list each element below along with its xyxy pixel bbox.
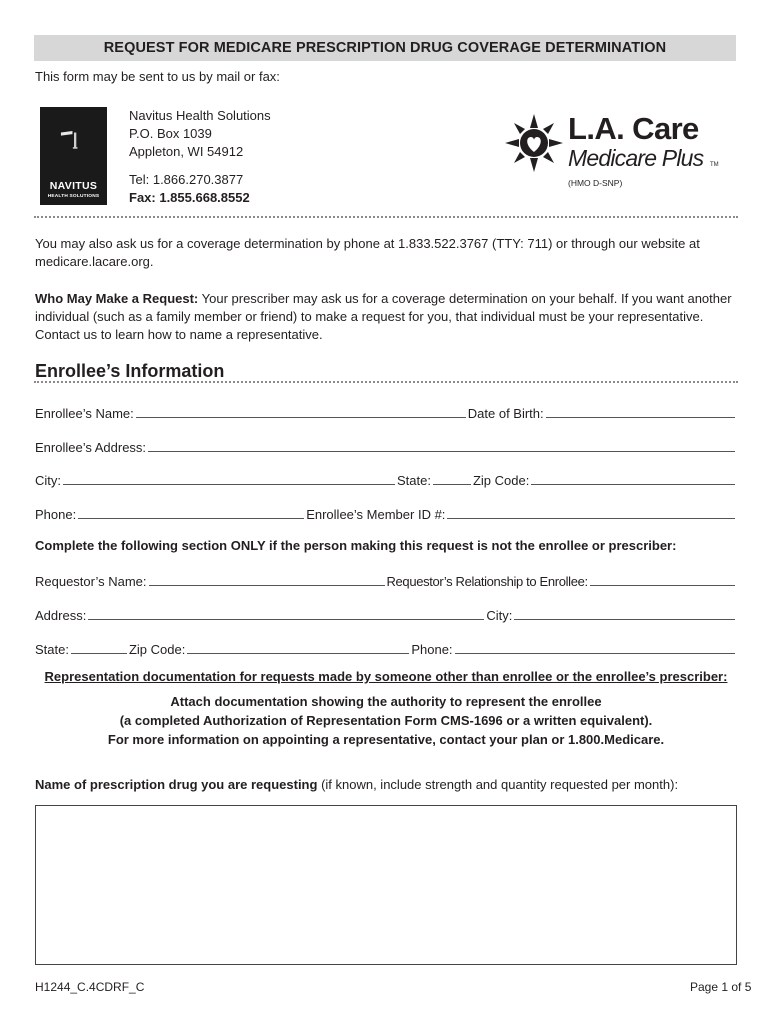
requestor-name-field[interactable] [149, 585, 385, 586]
enrollee-name-field[interactable] [136, 417, 466, 418]
navitus-logo [40, 107, 107, 205]
intro-text: This form may be sent to us by mail or fax: [35, 69, 280, 84]
fax-number: Fax: 1.855.668.8552 [129, 190, 250, 205]
address-line: P.O. Box 1039 [129, 126, 212, 141]
address-line: Appleton, WI 54912 [129, 144, 244, 159]
lacare-logo-name: L.A. Care [568, 111, 699, 146]
lacare-logo [505, 112, 725, 194]
enrollee-name-label: Enrollee’s Name: [35, 406, 134, 421]
requestor-state-zip-phone-row [35, 639, 737, 657]
requestor-state-label: State: [35, 642, 69, 657]
city-label: City: [35, 473, 61, 488]
requestor-state-field[interactable] [71, 653, 127, 654]
requestor-zip-code-label: Zip Code: [128, 642, 186, 657]
requestor-address-field[interactable] [88, 619, 484, 620]
phone-member-id-row [35, 504, 737, 522]
member-id-field[interactable] [447, 518, 735, 519]
requestor-relationship-field[interactable] [590, 585, 735, 586]
page-number: Page 1 of 5 [690, 980, 752, 994]
form-code: H1244_C.4CDRF_C [35, 980, 145, 994]
form-title: REQUEST FOR MEDICARE PRESCRIPTION DRUG COVERAGE DETERMINATION [34, 35, 736, 61]
requestor-name-row [35, 571, 737, 589]
attach-line: (a completed Authorization of Representation Form CMS-1696 or a written equivalent). [119, 713, 653, 728]
lacare-logo-subtitle: (HMO D-SNP) [568, 178, 623, 188]
drug-request-textbox[interactable] [35, 805, 737, 965]
divider [34, 216, 738, 218]
enrollee-name-row [35, 403, 737, 421]
requestor-phone-label: Phone: [411, 642, 453, 657]
trademark-mark: TM [710, 162, 719, 168]
who-may-request-paragraph [35, 290, 737, 344]
city-field[interactable] [63, 484, 395, 485]
member-id-label: Enrollee’s Member ID #: [306, 507, 446, 522]
enrollee-information-heading: Enrollee’s Information [35, 361, 225, 381]
drug-request-label: Name of prescription drug you are requesting [35, 777, 318, 792]
lacare-logo-plan: Medicare Plus [568, 145, 704, 171]
mailing-address [129, 107, 271, 207]
who-may-request-label: Who May Make a Request: [35, 291, 199, 306]
zip-code-field[interactable] [531, 484, 735, 485]
navitus-logo-subtitle: HEALTH SOLUTIONS [47, 194, 100, 199]
attach-documentation-text [35, 692, 737, 749]
phone-field[interactable] [78, 518, 304, 519]
navitus-logo-name: NAVITUS [49, 180, 98, 192]
phone-website-paragraph: You may also ask us for a coverage determination by phone at 1.833.522.3767 (TTY: 711) or through our website at medicare.lacare.org. [35, 236, 700, 269]
enrollee-address-field[interactable] [148, 451, 735, 452]
drug-request-label-line [35, 776, 737, 794]
requestor-address-row [35, 605, 737, 623]
representation-documentation-heading: Representation documentation for requests made by someone other than enrollee or the enrollee’s prescriber: [44, 669, 728, 684]
requestor-name-label: Requestor’s Name: [35, 574, 147, 589]
address-line: Navitus Health Solutions [129, 108, 271, 123]
requestor-city-field[interactable] [514, 619, 735, 620]
requestor-relationship-label: Requestor’s Relationship to Enrollee: [386, 574, 588, 589]
date-of-birth-label: Date of Birth: [467, 406, 544, 421]
requestor-section-instruction: Complete the following section ONLY if the person making this request is not the enrollee or prescriber: [35, 538, 677, 553]
requestor-city-label: City: [486, 608, 513, 623]
telephone-number: Tel: 1.866.270.3877 [129, 172, 244, 187]
requestor-zip-code-field[interactable] [187, 653, 409, 654]
divider [34, 381, 738, 383]
city-state-zip-row [35, 470, 737, 488]
lighthouse-icon [48, 131, 90, 151]
requestor-address-label: Address: [35, 608, 87, 623]
attach-line: For more information on appointing a representative, contact your plan or 1.800.Medicare. [107, 732, 665, 747]
zip-code-label: Zip Code: [472, 473, 530, 488]
attach-line: Attach documentation showing the authority to represent the enrollee [170, 694, 602, 709]
date-of-birth-field[interactable] [546, 417, 735, 418]
enrollee-address-label: Enrollee’s Address: [35, 440, 147, 455]
enrollee-address-row [35, 437, 737, 455]
who-may-request-text: Your prescriber may ask us for a coverage determination on your behalf. If you want another individual (such as a family member or friend) to make a request for you, that individual must be your representative. Contact us to learn how to name a representative. [35, 291, 732, 342]
state-label: State: [397, 473, 431, 488]
sun-heart-icon [505, 114, 563, 172]
drug-request-note: (if known, include strength and quantity requested per month): [317, 777, 679, 792]
phone-label: Phone: [35, 507, 77, 522]
requestor-phone-field[interactable] [455, 653, 735, 654]
state-field[interactable] [433, 484, 471, 485]
